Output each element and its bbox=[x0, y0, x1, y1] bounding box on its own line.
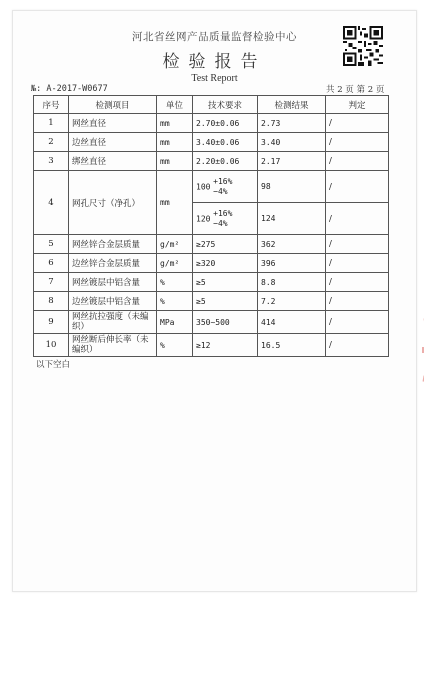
requirement: 3.40±0.06 bbox=[193, 133, 258, 152]
tolerance bbox=[213, 177, 232, 197]
test-result: 8.8 bbox=[258, 273, 326, 292]
table-row bbox=[34, 292, 389, 311]
test-item: 边丝锌合金层质量 bbox=[69, 254, 157, 273]
test-result: 396 bbox=[258, 254, 326, 273]
table-row bbox=[34, 133, 389, 152]
requirement: ≥320 bbox=[193, 254, 258, 273]
requirement: 2.20±0.06 bbox=[193, 152, 258, 171]
test-item: 网丝直径 bbox=[69, 114, 157, 133]
test-item: 网丝抗拉强度（未编织） bbox=[69, 311, 157, 334]
row-number: 7 bbox=[34, 273, 69, 292]
judgement: / bbox=[326, 203, 389, 235]
test-item: 网丝断后伸长率（未编织） bbox=[69, 334, 157, 357]
test-item: 边丝镀层中铝含量 bbox=[69, 292, 157, 311]
test-result: 124 bbox=[258, 203, 326, 235]
table-row bbox=[34, 334, 389, 357]
judgement: / bbox=[326, 152, 389, 171]
test-item: 网丝锌合金层质量 bbox=[69, 235, 157, 254]
requirement: ≥275 bbox=[193, 235, 258, 254]
unit: mm bbox=[157, 114, 193, 133]
header-cell: 判定 bbox=[326, 96, 389, 114]
judgement: / bbox=[326, 114, 389, 133]
unit: mm bbox=[157, 152, 193, 171]
unit: % bbox=[157, 292, 193, 311]
requirement: ≥5 bbox=[193, 292, 258, 311]
requirement bbox=[193, 171, 258, 203]
unit: g/m² bbox=[157, 254, 193, 273]
test-result: 7.2 bbox=[258, 292, 326, 311]
judgement: / bbox=[326, 254, 389, 273]
row-number: 2 bbox=[34, 133, 69, 152]
test-result: 98 bbox=[258, 171, 326, 203]
test-result: 16.5 bbox=[258, 334, 326, 357]
table-row bbox=[34, 235, 389, 254]
test-result: 362 bbox=[258, 235, 326, 254]
row-number: 1 bbox=[34, 114, 69, 133]
test-item: 绑丝直径 bbox=[69, 152, 157, 171]
tolerance-plus: +16% bbox=[213, 176, 233, 186]
tolerance bbox=[213, 209, 232, 229]
judgement: / bbox=[326, 273, 389, 292]
table-row bbox=[34, 152, 389, 171]
nominal-size: 120 bbox=[196, 214, 211, 223]
judgement: / bbox=[326, 311, 389, 334]
report-title: 检验报告 bbox=[162, 52, 267, 72]
requirement: 2.70±0.06 bbox=[193, 114, 258, 133]
unit: g/m² bbox=[157, 235, 193, 254]
header-cell: 检测项目 bbox=[69, 96, 157, 114]
table-row bbox=[34, 273, 389, 292]
judgement: / bbox=[326, 235, 389, 254]
row-number: 6 bbox=[34, 254, 69, 273]
report-number: №: A-2017-W0677 bbox=[31, 84, 108, 94]
page-info: 共 2 页 第 2 页 bbox=[326, 85, 385, 95]
judgement: / bbox=[326, 292, 389, 311]
unit: mm bbox=[157, 171, 193, 235]
table-row bbox=[34, 254, 389, 273]
test-item: 边丝直径 bbox=[69, 133, 157, 152]
report-subtitle: Test Report bbox=[191, 73, 238, 84]
requirement: ≥12 bbox=[193, 334, 258, 357]
row-number: 9 bbox=[34, 311, 69, 334]
header-cell: 序号 bbox=[34, 96, 69, 114]
test-item: 网丝镀层中铝含量 bbox=[69, 273, 157, 292]
qr-code-icon bbox=[343, 26, 383, 66]
test-result: 414 bbox=[258, 311, 326, 334]
table-row bbox=[34, 311, 389, 334]
table-row bbox=[34, 114, 389, 133]
test-result: 3.40 bbox=[258, 133, 326, 152]
nominal-size: 100 bbox=[196, 182, 211, 191]
table-header-row bbox=[34, 96, 389, 114]
tolerance-minus: −4% bbox=[213, 218, 228, 228]
header-cell: 技术要求 bbox=[193, 96, 258, 114]
seal-stamp bbox=[407, 273, 424, 443]
remark-end-marker: 以下空白 bbox=[36, 360, 71, 370]
judgement: / bbox=[326, 334, 389, 357]
test-result: 2.73 bbox=[258, 114, 326, 133]
table-row-mesh bbox=[34, 171, 389, 203]
test-item: 网孔尺寸（净孔） bbox=[69, 171, 157, 235]
judgement: / bbox=[326, 171, 389, 203]
row-number: 3 bbox=[34, 152, 69, 171]
unit: mm bbox=[157, 133, 193, 152]
unit: MPa bbox=[157, 311, 193, 334]
judgement: / bbox=[326, 133, 389, 152]
requirement bbox=[193, 203, 258, 235]
test-result: 2.17 bbox=[258, 152, 326, 171]
row-number: 8 bbox=[34, 292, 69, 311]
tolerance-minus: −4% bbox=[213, 186, 228, 196]
tolerance-plus: +16% bbox=[213, 208, 233, 218]
requirement: ≥5 bbox=[193, 273, 258, 292]
unit: % bbox=[157, 273, 193, 292]
header-cell: 单位 bbox=[157, 96, 193, 114]
header-cell: 检测结果 bbox=[258, 96, 326, 114]
row-number: 10 bbox=[34, 334, 69, 357]
requirement: 350~500 bbox=[193, 311, 258, 334]
unit: % bbox=[157, 334, 193, 357]
row-number: 5 bbox=[34, 235, 69, 254]
organization-name: 河北省丝网产品质量监督检验中心 bbox=[132, 31, 297, 43]
results-table bbox=[33, 95, 389, 357]
row-number: 4 bbox=[34, 171, 69, 235]
